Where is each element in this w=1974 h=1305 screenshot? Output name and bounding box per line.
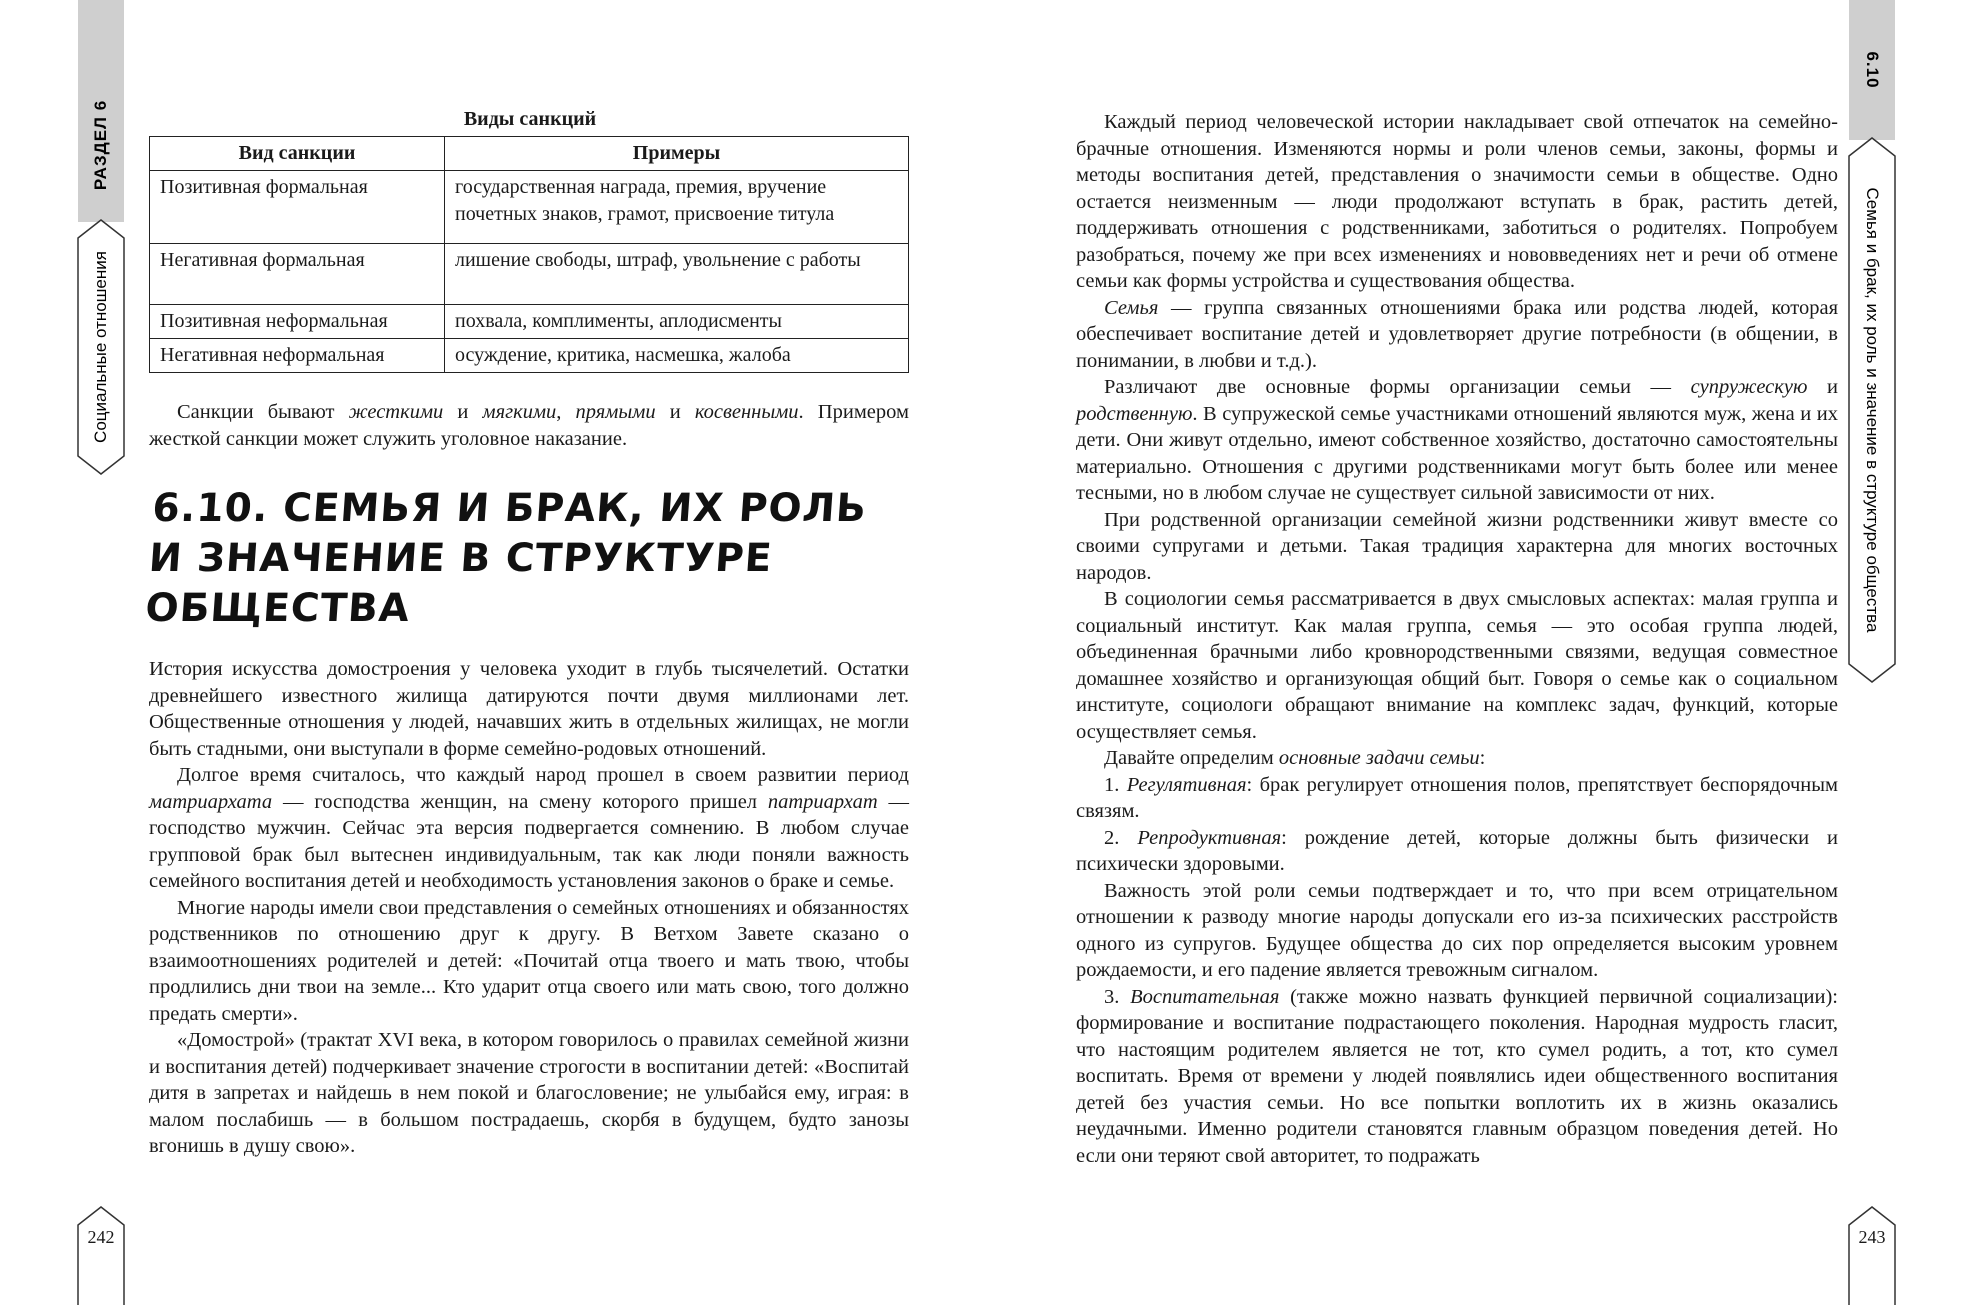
paragraph: Долгое время считалось, что каждый народ прошел в своем развитии период матриархата — господства женщин, на смену которого пришел патриархат — господство мужчин. Сейчас эта версия подвергается сомнению. В любом случае групповой брак был вытеснен индивидуальным, так как люди поняли важность семейного воспитания детей и необходимость установления законов о браке и семье.	[149, 764, 910, 892]
paragraph: При родственной организации семейной жизни родственники живут вместе со своими супругами и детьми. Такая традиция характерна для многих восточных народов.	[1076, 508, 1838, 584]
paragraph: Каждый период человеческой истории накладывает свой отпечаток на семейно-брачные отношения. Изменяются нормы и роли членов семьи, законы, формы и методы воспитания детей, представления о значимости семьи в обществе. Одно остается неизменным — люди продолжают вступать в брак, растить детей, поддерживать отношения с родственниками, заботиться о родителях. Попробуем разобраться, почему же при всех изменениях и нововведениях нет и речи об отмене семьи как формы устройства и существования общества.	[1076, 111, 1838, 292]
section-heading-line: 6.10. СЕМЬЯ И БРАК, ИХ РОЛЬ	[150, 486, 869, 531]
left-page-number-tab	[77, 1205, 125, 1305]
paragraph: 3. Воспитательная (также можно назвать функцией первичной социализации): формирование и воспитание подрастающего поколения. Народная мудрость гласит, что настоящим родителем является не тот, кто сумел родить, а тот, кто сумел воспитать. Время от времени у людей появлялись идеи общественного воспитания детей без участия семьи. Но все попытки воплотить их в жизнь оказались неудачными. Именно родители становятся главным образцом поведения детей. Но если они теряют свой авторитет, то подражать	[1076, 985, 1838, 1167]
right-page-number-shape	[1848, 1205, 1896, 1305]
left-page-number: 242	[87, 1227, 115, 1247]
right-chapter-tab-label: Семья и брак, их роль и значение в структуре общества	[1863, 187, 1882, 633]
section-heading-line: ОБЩЕСТВА	[143, 586, 412, 631]
left-chapter-tab-label: Социальные отношения	[91, 251, 110, 443]
table-cell: Позитивная формальная	[150, 171, 445, 244]
paragraph: История искусства домостроения у человека уходит в глубь тысячелетий. Остатки древнейшего известного жилища датируются почти двумя миллионами лет. Общественные отношения у людей, начавших жить в отдельных жилищах, не могли быть стадными, они выступали в форме семейно-родовых отношений.	[149, 658, 909, 760]
left-section-tab	[78, 0, 124, 222]
table-header-row	[150, 137, 909, 171]
table-row	[150, 171, 909, 244]
paragraph: Семья — группа связанных отношениями брака или родства людей, которая обеспечивает воспитание детей и удовлетворяет другие потребности (в общении, в понимании, в любви и т.д.).	[1076, 296, 1838, 372]
paragraph: Санкции бывают жесткими и мягкими, прямыми и косвенными. Примером жесткой санкции может служить уголовное наказание.	[149, 401, 909, 450]
right-section-tab-label: 6.10	[1863, 51, 1882, 89]
left-body-text	[149, 656, 909, 1160]
table-cell: похвала, комплименты, аплодисменты	[445, 305, 909, 339]
right-page-number-tab	[1848, 1205, 1896, 1305]
table-cell: государственная награда, премия, вручение почетных знаков, грамот, присвоение титула	[445, 171, 909, 244]
paragraph: В социологии семья рассматривается в двух смысловых аспектах: малая группа и социальный институт. Как малая группа, семья — это особая группа людей, объединенная брачными либо кровнородственными связями, ведущая совместное домашнее хозяйство и организующая общий быт. Говоря о семье как о социальном институте, социологи обращают внимание на комплекс задач, функций, которые осуществляет семья.	[1076, 588, 1838, 743]
paragraph: Различают две основные формы организации семьи — супружескую и родственную. В супружеской семье участниками отношений являются муж, жена и их дети. Они живут отдельно, имеют собственное хозяйство, достаточно самостоятельны материально. Отношения с другими родственниками могут быть более или менее тесными, но в любом случае не существует сильной зависимости от них.	[1076, 376, 1838, 504]
left-chapter-tab	[77, 218, 125, 476]
table-row	[150, 305, 909, 339]
table-cell: Позитивная неформальная	[150, 305, 445, 339]
paragraph: Важность этой роли семьи подтверждает и то, что при всем отрицательном отношении к разводу многие народы допускали его из-за психических расстройств одного из супругов. Будущее общества до сих пор определяется высоким уровнем рождаемости, и его падение является тревожным сигналом.	[1076, 879, 1838, 981]
paragraph: 1. Регулятивная: брак регулирует отношения полов, препятствует беспорядочным связям.	[1076, 773, 1839, 822]
table-header-cell: Вид санкции	[150, 137, 445, 171]
table-row	[150, 339, 909, 373]
section-heading-line: И ЗНАЧЕНИЕ В СТРУКТУРЕ	[147, 536, 774, 581]
table-cell: Негативная неформальная	[150, 339, 445, 373]
table-cell: Негативная формальная	[150, 244, 445, 305]
left-section-tab-label: РАЗДЕЛ 6	[91, 99, 110, 191]
right-chapter-tab	[1848, 136, 1896, 684]
right-body-text	[1076, 109, 1838, 1169]
section-heading	[144, 484, 914, 634]
paragraph: 2. Репродуктивная: рождение детей, которые должны быть физически и психически здоровыми.	[1076, 826, 1838, 875]
table-cell: осуждение, критика, насмешка, жалоба	[445, 339, 909, 373]
paragraph: Многие народы имели свои представления о семейных отношениях и обязанностях родственников по отношению друг к другу. В Ветхом Завете сказано о взаимоотношениях родителей и детей: «Почитай отца твоего и мать твою, чтобы продлились дни твои на земле... Кто ударит отца своего или мать свою, того должно предать смерти».	[149, 896, 909, 1025]
paragraph: «Домострой» (трактат XVI века, в котором говорилось о правилах семейной жизни и воспитания детей) подчеркивает значение строгости в воспитании детей: «Воспитай дитя в запретах и найдешь в нем покой и благословение; не улыбайся ему, играя: в малом послабишь — в большом пострадаешь, скорбя в будущем, будто занозы вгонишь в душу свою».	[149, 1029, 909, 1157]
table-cell: лишение свободы, штраф, увольнение с работы	[445, 244, 909, 305]
sanctions-paragraph	[149, 399, 909, 452]
table-row	[150, 244, 909, 305]
right-page-number: 243	[1858, 1227, 1886, 1247]
sanctions-table	[149, 136, 909, 373]
right-section-tab	[1849, 0, 1895, 140]
table-caption: Виды санкций	[463, 108, 597, 130]
paragraph: Давайте определим основные задачи семьи:	[1104, 747, 1486, 769]
table-header-cell: Примеры	[445, 137, 909, 171]
left-page-number-shape	[77, 1205, 125, 1305]
